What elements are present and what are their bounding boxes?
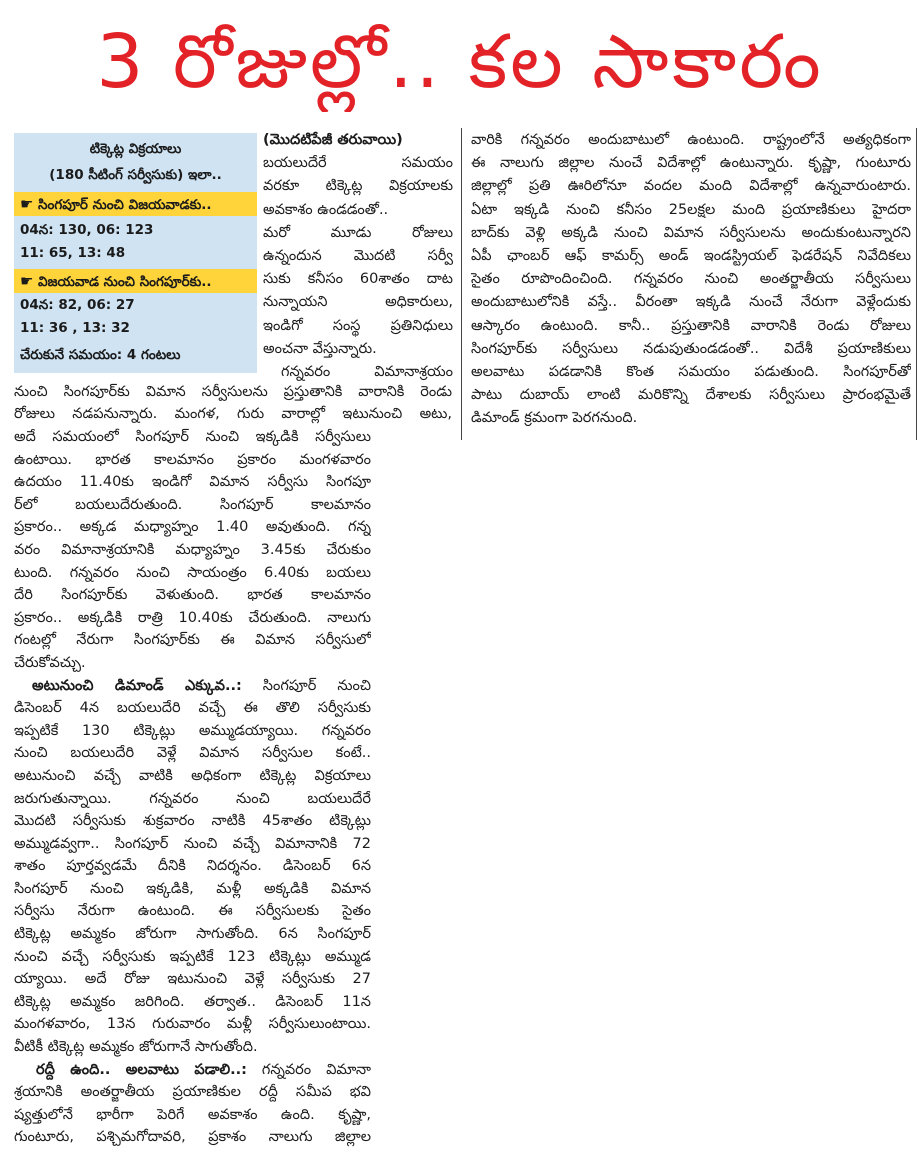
headline: 3 రోజుల్లో.. కల సాకారం [96,19,824,105]
article-line: డిసెంబర్ 4న బయలుదేరి వచ్చే ఈ తొలి సర్వీసుకు [14,700,371,717]
article-line: బయలుదేరే సమయం [263,155,453,172]
right-border [916,128,917,440]
article-line: గన్నవరం విమానాశ్రయం [281,363,453,380]
route-label: విజయవాడ నుంచి సింగపూర్‌కు.. [38,274,212,290]
article-line: దేరి సింగపూర్‌కు వెళుతుంది. భారత కాలమానం [14,587,371,604]
article-line: ర్‌లో బయలుదేరుతుంది. సింగపూర్ కాలమానం [14,496,371,513]
article-line: ఉంటాయి. భారత కాలమానం ప్రకారం మంగళవారం [14,451,371,468]
article-line: ఇండిగో సంస్థ ప్రతినిధులు [263,317,453,334]
subheading: అటునుంచి డిమాండ్ ఎక్కువ..: [32,677,242,694]
article-line: జిల్లాల్లో ప్రతి ఊరిలోనూ వందల మంది విదేశాల్లో ఉన్నవారుంటారు. [471,178,911,195]
article-line: ఉన్నందున మొదటి సర్వీ [263,247,453,264]
article-line: ఏటా ఇక్కడి నుంచి కనీసం 25లక్షల మంది ప్రయాణికులు హైదరా [471,201,911,218]
article-column-1 [14,426,371,1149]
paragraph [14,1059,371,1149]
article-line: శ్రయానికి అంతర్జాతీయ ప్రయాణికుల రద్దీ సమీప భవి [14,1084,371,1101]
article-line: చేరుకోవచ్చు. [14,654,86,671]
article-line: సింగపూర్ నుంచి ఇక్కడికి, మళ్లీ అక్కడికి విమాన [14,880,371,897]
article-line: టుంది. గన్నవరం నుంచి సాయంత్రం 6.40కు బయలు [14,564,371,581]
article-line: అదే సమయంలో సింగపూర్ నుంచి ఇక్కడికి సర్వీసులు [14,429,371,445]
article-line: గుంటూరు, పశ్చిమగోదావరి, ప్రకాశం నాలుగు జిల్లాల [14,1129,371,1146]
box-subtitle: (180 సీటింగ్ సర్వీసుకు) ఇలా.. [49,167,222,183]
article-line: రోజులు నడపనున్నారు. మంగళ, గురు వారాల్లో ఇటునుంచి అటు, [14,406,452,423]
article-line: బాద్‌కు వెళ్లి అక్కడి నుంచి విమాన సర్వీసులను అందుకుంటున్నారని [471,224,911,241]
article-line: అంచనా వేస్తున్నారు. [263,340,377,357]
article-line: నున్నాయని అధికారులు, [263,294,453,311]
subheading: రద్దీ ఉంది.. అలవాటు పడాలి..: [36,1061,247,1078]
article-line: మరో మూడు రోజులు [263,224,453,241]
article-line: పాటు దుబాయ్ లాంటి మరికొన్ని దేశాలకు సర్వీసులు ప్రారంభమైతే [471,387,911,404]
article-line [14,1059,371,1082]
article-line: వారికి గన్నవరం అందుబాటులో ఉంటుంది. రాష్ట్రంలోనే అత్యధికంగా [471,132,911,148]
box-footer: చేరుకునే సమయం: 4 గంటలు [20,347,181,363]
article-line: సైతం రూపొందించింది. గన్నవరం నుంచి అంతర్జాతీయ సర్వీసులు [471,271,911,288]
continued-label: (మొదటిపేజీ తరువాయి) [263,132,403,148]
article-line: ఏపీ ఛాంబర్ ఆఫ్ కామర్స్ అండ్ ఇండస్ట్రియల్ ఫెడరేషన్ నివేదికలు [471,247,911,264]
article-line: ఇప్పటికే 130 టిక్కెట్లు అమ్ముడయ్యాయి. గన్నవరం [14,722,371,739]
route-count: 04న: 82, 06: 27 [20,297,135,313]
route-count: 11: 36 , 13: 32 [20,320,130,336]
article-line: మొదటి సర్వీసుకు శుక్రవారం నాటికి 45శాతం టిక్కెట్లు [14,813,371,830]
article-line: అందుబాటులోనికి వస్తే.. వీరంతా ఇక్కడి నుంచే నేరుగా వెళ్లేందుకు [471,294,911,311]
pointing-hand-icon: ☛ [20,195,34,213]
article-line: య్యాయి. అదే రోజు ఇటునుంచి వెళ్లే సర్వీసుకు 27 [14,971,371,988]
pointing-hand-icon: ☛ [20,272,34,290]
article-line: అమ్ముడవ్వగా.. సింగపూర్ నుంచి వచ్చే విమానానికి 72 [14,835,371,852]
route-label: సింగపూర్ నుంచి విజయవాడకు.. [38,197,212,213]
article-line: ఆస్కారం ఉంటుంది. కానీ.. ప్రస్తుతానికి వారానికి రెండు రోజులు [471,317,911,334]
article-line: శాతం పూర్తవ్వడమే దీనికి నిదర్శనం. డిసెంబర్ 6న [14,858,371,875]
article-line: వరకూ టిక్కెట్ల విక్రయాలకు [263,178,453,195]
paragraph [14,426,371,675]
article-line: నుంచి వచ్చే సర్వీసుకు ఇప్పటికే 123 టిక్కెట్లు అమ్ముడ [14,948,371,965]
article-line: సర్వీసు నేరుగా ఉంటుంది. ఈ సర్వీసులకు సైతం [14,903,371,920]
article-line: వరం విమానాశ్రయానికి మధ్యాహ్నం 3.45కు చేరుకుం [14,541,371,558]
article-line: ఉదయం 11.40కు ఇండిగో విమాన సర్వీసు సింగపూ [14,474,371,491]
article-line: ప్రకారం.. అక్కడ మధ్యాహ్నం 1.40 అవుతుంది. గన్న [14,519,371,536]
article-line: వీటికీ టిక్కెట్ల అమ్మకం జోరుగానే సాగుతోంది. [14,1039,258,1056]
article-line: టిక్కెట్ల అమ్మకం జోరుగా సాగుతోంది. 6న సింగపూర్ [14,926,371,943]
article-line: సింగపూర్‌కు సర్వీసులు నడుపుతుండడంతో.. విదేశీ ప్రయాణికులు [471,340,911,357]
article-line: డిమాండ్ క్రమంగా పెరగనుంది. [471,410,638,427]
route-heading [14,269,257,293]
article-line: గంటల్లో నేరుగా సింగపూర్‌కు ఈ విమాన సర్వీసులో [14,632,371,649]
line-text: సింగపూర్ నుంచి [241,677,371,694]
article-column-2 [263,129,453,384]
article-line: టిక్కెట్ల అమ్మకం జరిగింది. తర్వాత.. డిసెంబర్ 11న [14,993,371,1010]
line-text: గన్నవరం విమానా [246,1061,371,1078]
paragraph [14,675,371,1059]
column-divider [461,128,462,440]
article-column-3 [471,129,911,430]
article-line: సుకు కనీసం 60శాతం దాట [263,271,453,288]
article-line: ష్యత్తులోనే భారీగా పెరిగే అవకాశం ఉంది. కృష్ణా, [14,1106,371,1123]
article-line: అవకాశం ఉండడంతో.. [263,201,389,218]
article-line: ప్రకారం.. అక్కడికి రాత్రి 10.40కు చేరుతుంది. నాలుగు [14,609,371,626]
article-line: అటునుంచి వచ్చే వాటికి అధికంగా టిక్కెట్ల విక్రయాలు [14,767,371,784]
box-title: టిక్కెట్ల విక్రయాలు [89,141,182,157]
ticket-sales-box [14,133,257,373]
route-count: 04న: 130, 06: 123 [20,222,154,238]
article-line: జరుగుతున్నాయి. గన్నవరం నుంచి బయలుదేరే [14,790,371,807]
article-line: ఈ నాలుగు జిల్లాల నుంచే విదేశాల్లో ఉంటున్నారు. కృష్ణా, గుంటూరు [471,155,911,172]
article-line [14,675,371,698]
article-line: నుంచి సింగపూర్‌కు విమాన సర్వీసులను ప్రస్తుతానికి వారానికి రెండు [14,383,452,400]
article-line: అలవాటు పడడానికి కొంత సమయం పడుతుంది. సింగపూర్‌తో [471,363,911,380]
route-heading [14,192,257,216]
article-line: మంగళవారం, 13న గురువారం మళ్లీ సర్వీసులుంటాయి. [14,1016,371,1033]
article-wide-lines [14,381,452,426]
route-count: 11: 65, 13: 48 [20,245,126,261]
article-line: నుంచి బయలుదేరి వెళ్లే విమాన సర్వీసుల కంటే.. [14,745,371,762]
